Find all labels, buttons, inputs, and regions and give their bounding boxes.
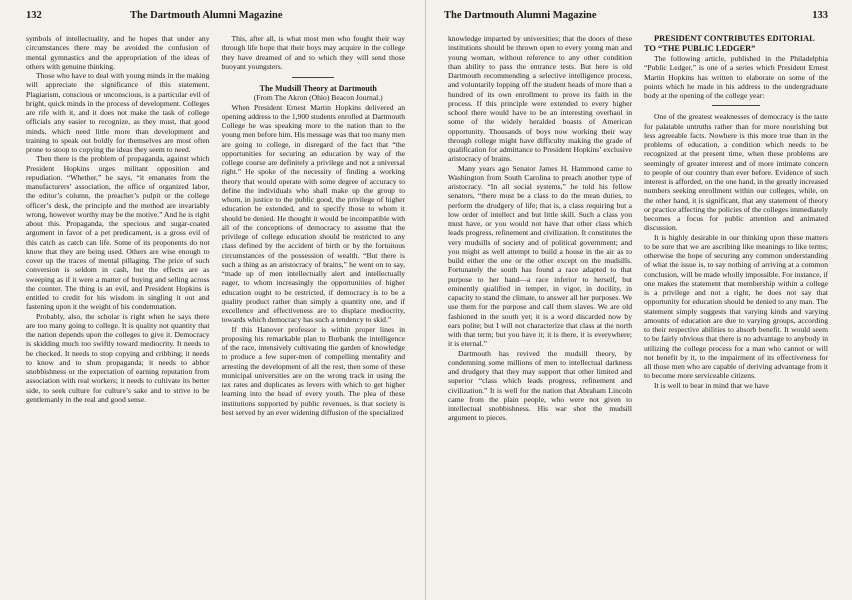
left-running-head: The Dartmouth Alumni Magazine <box>130 10 283 21</box>
right-columns <box>448 34 828 594</box>
paragraph: One of the greatest weaknesses of democracy is the taste for palatable untruths rather than for more nourishing but less agreeable facts. Nowhere is this more true than in the problems of education, a condition which needs to be recognized at the present time, when these problems are seemingly of greater interest and of more intimate concern to people of our country than ever before. Evidence of such interest is afforded, on the one hand, in the greatly increased numbers seeking enrollment within our colleges, while, on the other hand, it is significant, that any statement of theory or practice affecting the policies of the colleges immediately becomes a focus for public attention and animated discussion. <box>644 112 828 233</box>
paragraph: Then there is the problem of propaganda, against which President Hopkins urges militant opposition and repudiation. “Whether,” he says, “it emanates from the manufacturers’ association, the office of organized labor, the editor’s column, the preacher’s pulpit or the college officer’s desk, the principle and the method are invariably wrong, however worthy may be the motive.” And he is right about this. Propaganda, the specious and sugar-coated argument in favor of a pet predicament, is a gross evil of this catch as catch can life. Some of its proponents do not know that they are being used. Others are wise enough to cover up the traces of mental pillaging. The price of such conversion is seldom in cash, but the effects are as sweeping as if it were a matter of buying and selling across the counter. The thing is an evil, and President Hopkins is entitled to credit for his wisdom in singling it out and fastening upon it the weight of his condemnation. <box>26 154 210 312</box>
paragraph: It is well to bear in mind that we have <box>654 380 769 390</box>
paragraph: The following article, published in the Philadelphia “Public Ledger,” is one of a series which President Ernest Martin Hopkins has written to elaborate on some of the points which he made in his address to the undergraduate body at the opening of the college year: <box>644 54 828 100</box>
paragraph: When President Ernest Martin Hopkins delivered an opening address to the 1,900 students enrolled at Dartmouth College he was speaking more to the nation than to the young men before him. His message was that too many men are going to college, in disregard of the fact that “the opportunities for securing an education by way of the college course are definitely a privilege and not a universal right.” He spoke of the necessity of finding a working theory that would operate with some degree of accuracy to define the individuals who shall make up the group to whom, in justice to the public good, the privilege of higher education be extended, and to specify those to whom it should be denied. He thought it would be incompatible with all of the conceptions of democracy to assume that the privilege of college education should be restricted to any class defined by the accident of birth or by the fortuitous circumstances of the possession of wealth. “But there is such a thing as an aristocracy of brains,” he went on to say, “made up of men intellectually alert and intellectually eager, to whom increasingly the opportunities of higher education ought to be restricted, if democracy is to be a quality product rather than simply a quantity one, and if excellence and effectiveness are to displace mediocrity, towards which democracy has such a tendency to skid.” <box>221 102 405 325</box>
left-column-1 <box>26 34 210 594</box>
article-heading: PRESIDENT CONTRIBUTES EDITORIAL TO “THE PUBLIC LEDGER” <box>644 34 815 53</box>
left-page-header <box>0 10 425 28</box>
paragraph: symbols of intellectuality, and he hopes that under any circumstances there may be avoided the confusion of mental gymnastics and the appropriation of the ideas of others with genuine thinking. <box>26 34 210 71</box>
right-page-header <box>426 10 852 28</box>
left-page-number: 132 <box>26 10 42 21</box>
paragraph: If this Hanover professor is within proper lines in proposing his remarkable plan to Burbank the intelligence of the race, intensively cultivating the garden of knowledge to produce a few super-men of compelling mentality and arresting the development of all the rest, then some of these municipal universities are on the wrong track in using the tax rates and duplicates as levers with which to get higher learning into the head of every youth. The plea of these institutions supported by public revenues, is that society is best served by an ever widening diffusion of the specialized <box>221 324 405 417</box>
right-page <box>426 0 852 600</box>
paragraph: Probably, also, the scholar is right when he says there are too many going to college. It is quality not quantity that the nation depends upon the colleges to give it. Democracy is skidding much too swiftly toward mediocrity. It needs to be checked. It needs to stop copying and cribbing; it needs to know and to shun propaganda; it needs to abhor snobbishness or the expectation of earning reputation from association with real workers; it needs to cultivate its better side, to seek culture for culture’s sake and to strive to be gentlemanly in the real and good sense. <box>26 311 210 404</box>
paragraph: Dartmouth has revived the mudsill theory, by condemning some millions of men to intellectual darkness and drudgery that they may support that other limited and superior “class which leads progress, refinement and civilization.” It is well for the nation that Abraham Lincoln came from the plain people, who were not given to intellectual snobbishness. His war shot the mudsill argument to pieces. <box>448 348 632 423</box>
paragraph: knowledge imparted by universities; that the doors of these institutions should be thrown open to every young man and young woman, without reference to any other condition than ability to pass the entrance tests. But here is old Dartmouth recommending a selective intelligence process, and voluntarily lopping off the student heads of more than a hundred of its own enrollment to prove its faith in the process. If this principle were extended to every higher school there would have to be an interesting overhaul in some of the widely heralded boasts of American opportunity. Thousands of boys now working their way through college might have difficulty making the grade of qualification for admittance to President Hopkins’ exclusive aristocracy of brains. <box>448 34 632 164</box>
left-column-2 <box>222 34 406 594</box>
right-column-2 <box>644 34 828 594</box>
paragraph: Many years ago Senator James H. Hammond came to Washington from South Carolina to preach another type of aristocracy. “In all social systems,” he told his fellow senators, “there must be a class to do the mean duties, to perform the drudgery of life; that is, a class requiring but a low order of intellect and but little skill. Such a class you must have, or you would not have that other class which leads progress, refinement and civilization. It constitutes the very mudsills of society and of political government; and you might as well attempt to build a house in the air as to build either the one or the other except on the mudsills. Fortunately the south has found a race adapted to that purpose to her hand—a race inferior to herself, but eminently qualified in temper, in vigor, in docility, in capacity to stand the climate, to answer all her purposes. We use them for the purpose and call them slaves. We are old fashioned in the south yet; it is a word discarded now by ears polite; but I will not characterize that class at the north with that term; but you have it; it is there, it is everywhere; it is eternal.” <box>448 163 632 349</box>
paragraph: This, after all, is what most men who fought their way through life hope that their boys may acquire in the college they have dreamed of and to which they will send those buoyant youngsters. <box>221 34 405 71</box>
section-source: (From The Akron (Ohio) Beacon Journal.) <box>253 93 383 103</box>
right-page-number: 133 <box>812 10 828 21</box>
paragraph: It is highly desirable in our thinking upon these matters to be sure that we are ascribing like meanings to like terms; otherwise the hope of securing any common understanding of what the issue is, to say nothing of arriving at a common conclusion, will be made wholly impossible. For instance, if one makes the statement that membership within a college is a privilege and not a right, he does not say that opportunity for education should be denied to any man. The statement simply suggests that varying kinds and varying amounts of education are due to varying groups, according to their respective abilities to absorb benefit. It would seem to be fairly obvious that there is no advantage to anybody in utilizing the college process for a man who cannot or will not benefit by it, to the impairment of its effectiveness for all those men who are capable of deriving advantage from it to become more serviceable citizens. <box>644 232 828 381</box>
paragraph: Those who have to deal with young minds in the making will appreciate the significance of this statement. Plagiarism, conscious or unconscious, is a particular evil of bright, quick minds in the process of development. Colleges are rife with it, and it does not make the task of college officials any easier to recognize, as they must, that good minds, which need little more than development and training to speak out boldly for themselves are most often prone to stoop to copying the ideas they seem to need. <box>26 71 210 154</box>
right-column-1 <box>448 34 632 594</box>
section-divider <box>712 105 760 106</box>
section-title: The Mudsill Theory at Dartmouth <box>259 84 377 93</box>
left-columns <box>26 34 405 594</box>
section-divider <box>292 77 334 78</box>
right-running-head: The Dartmouth Alumni Magazine <box>444 10 597 21</box>
